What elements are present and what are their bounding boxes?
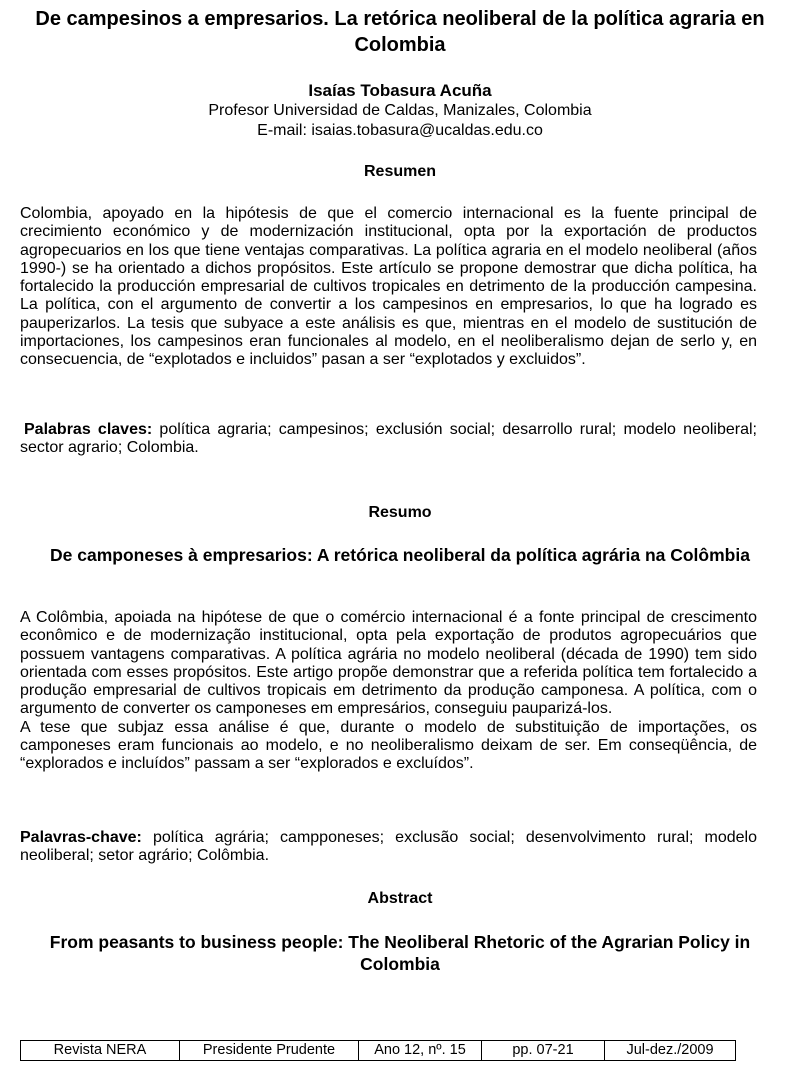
resumen-keywords-label: Palabras claves: — [24, 421, 153, 438]
abstract-title: From peasants to business people: The Neoliberal Rhetoric of the Agrarian Policy in Colombia — [49, 932, 751, 974]
resumen-heading: Resumen — [363, 163, 437, 180]
journal-footer — [20, 1040, 736, 1061]
footer-volume: Ano 12, nº. 15 — [359, 1041, 482, 1060]
resumen-keywords — [20, 421, 757, 458]
footer-city: Presidente Prudente — [180, 1041, 359, 1060]
resumen-keywords-text: política agraria; campesinos; exclusión social; desarrollo rural; modelo neoliberal; sector agrario; Colombia. — [20, 421, 757, 457]
author-affiliation: Profesor Universidad de Caldas, Manizales, Colombia — [208, 102, 592, 119]
resumo-heading: Resumo — [368, 504, 432, 521]
author-email: E-mail: isaias.tobasura@ucaldas.edu.co — [257, 122, 543, 139]
resumo-body — [20, 609, 757, 774]
footer-date: Jul-dez./2009 — [626, 1042, 714, 1058]
resumo-paragraph-2: A tese que subjaz essa análise é que, durante o modelo de substituição de importações, os camponeses eram funcionais ao modelo, e no neoliberalismo deixam de ser. Em conseqüência, de “explorados e incluídos” passam a ser “explorados e excluídos”. — [20, 718, 757, 773]
resumo-paragraph-1: A Colômbia, apoiada na hipótese de que o comércio internacional é a fonte principal de crescimento econômico e de modernização institucional, opta pela exportação de produtos agropecuários que possuem vantagens comparativas. A política agrária no modelo neoliberal (década de 1990) tem sido orientada com esses propósitos. Este artigo propõe demonstrar que a referida política tem fortalecido a produção empresarial de cultivos tropicais em detrimento da produção camponesa. A política, com o argumento de converter os camponeses em empresários, conseguiu pauparizá-los. — [20, 609, 757, 718]
resumo-title: De camponeses à empresarios: A retórica neoliberal da política agrária na Colômbia — [50, 545, 750, 565]
resumo-keywords-label: Palavras-chave: — [20, 829, 142, 846]
footer-journal: Revista NERA — [21, 1041, 180, 1060]
resumo-keywords — [20, 829, 757, 866]
resumen-body — [20, 205, 757, 370]
paper-title: De campesinos a empresarios. La retórica neoliberal de la política agraria en Colombia — [35, 8, 765, 56]
footer-pages: pp. 07-21 — [482, 1041, 605, 1060]
resumen-paragraph: Colombia, apoyado en la hipótesis de que el comercio internacional es la fuente principal de crecimiento económico y de modernización institucional, opta por la exportación de productos agropecuarios en los que tiene ventajas comparativas. La política agraria en el modelo neoliberal (años 1990-) se ha orientado a dichos propósitos. Este artículo se propone demostrar que dicha política, ha fortalecido la producción empresarial de cultivos tropicales en detrimento de la producción campesina. La política, con el argumento de convertir a los campesinos en empresarios, lo que ha logrado es pauperizarlos. La tesis que subyace a este análisis es que, mientras en el modelo de sustitución de importaciones, los campesinos eran funcionales al modelo, en el neoliberalismo dejan de serlo y, en consecuencia, de “explotados e incluidos” pasan a ser “explotados y excluidos”. — [20, 205, 757, 369]
abstract-heading: Abstract — [367, 890, 433, 907]
resumo-keywords-text: política agrária; campponeses; exclusão social; desenvolvimento rural; modelo neoliberal; setor agrário; Colômbia. — [20, 829, 757, 865]
author-name: Isaías Tobasura Acuña — [308, 81, 492, 100]
